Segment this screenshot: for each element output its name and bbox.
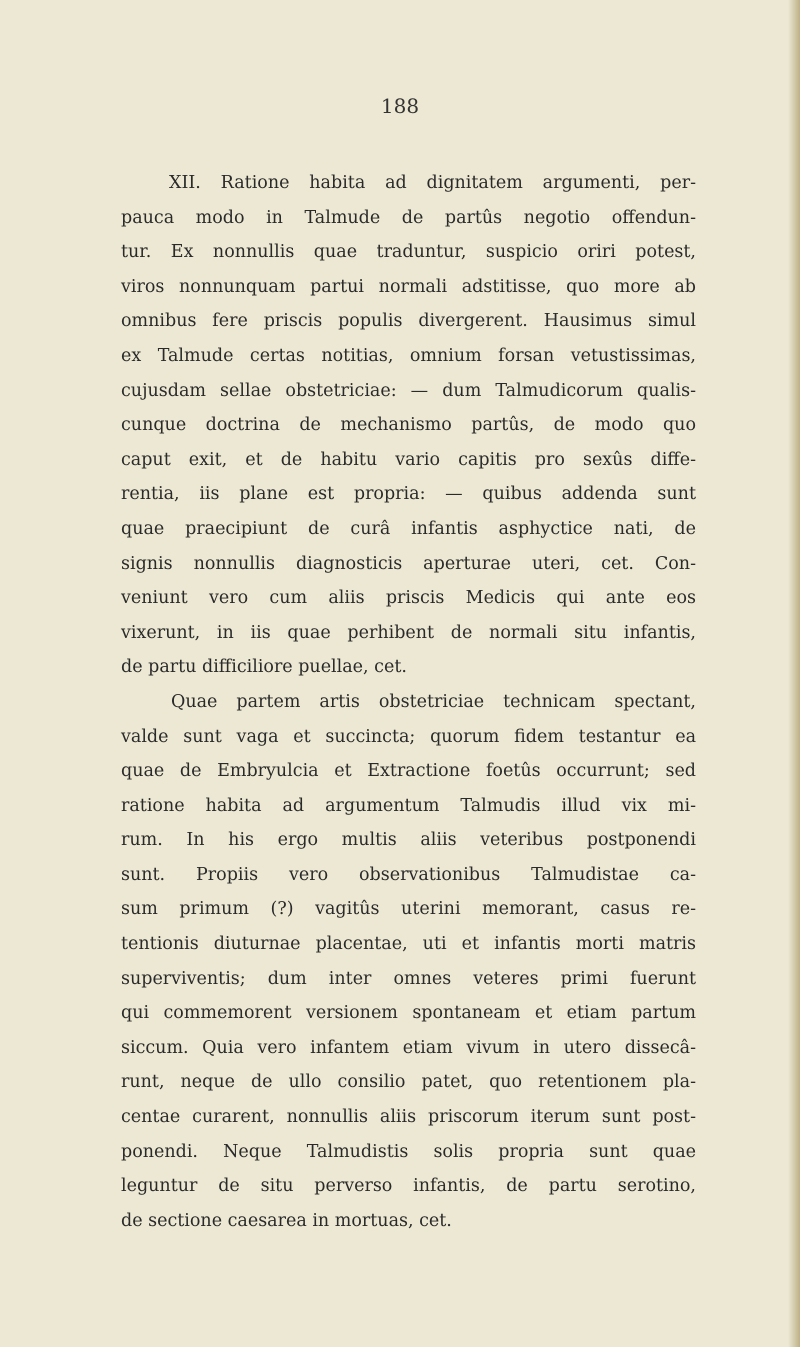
text-line: pauca modo in Talmude de partûs negotio offendun- — [121, 207, 696, 228]
text-line: tentionis diuturnae placentae, uti et infantis morti matris — [121, 934, 696, 955]
text-line: rum. In his ergo multis aliis veteribus postponendi — [121, 830, 696, 851]
body-text — [121, 166, 696, 1238]
text-line: rentia, iis plane est propria: — quibus addenda sunt — [121, 484, 696, 505]
text-line: cunque doctrina de mechanismo partûs, de modo quo — [121, 415, 696, 436]
text-line: tur. Ex nonnullis quae traduntur, suspicio oriri potest, — [121, 242, 696, 263]
page-number: 188 — [380, 94, 420, 118]
text-line: siccum. Quia vero infantem etiam vivum in utero dissecâ- — [121, 1037, 696, 1058]
text-line: qui commemorent versionem spontaneam et etiam partum — [121, 1003, 696, 1024]
text-line: signis nonnullis diagnosticis aperturae uteri, cet. Con- — [121, 553, 696, 574]
text-line: viros nonnunquam partui normali adstitisse, quo more ab — [121, 276, 696, 297]
text-line: quae de Embryulcia et Extractione foetûs occurrunt; sed — [121, 761, 696, 782]
text-line: leguntur de situ perverso infantis, de partu serotino, — [121, 1176, 696, 1197]
page-edge-shadow — [788, 0, 800, 1347]
text-line: vixerunt, in iis quae perhibent de normali situ infantis, — [121, 622, 696, 643]
text-line: ratione habita ad argumentum Talmudis illud vix mi- — [121, 795, 696, 816]
text-line: sum primum (?) vagitûs uterini memorant, casus re- — [121, 899, 696, 920]
text-line: centae curarent, nonnullis aliis priscorum iterum sunt post- — [121, 1107, 696, 1128]
text-line: quae praecipiunt de curâ infantis asphyctice nati, de — [121, 518, 696, 539]
text-line: ponendi. Neque Talmudistis solis propria sunt quae — [121, 1141, 696, 1162]
text-line: XII. Ratione habita ad dignitatem argumenti, per- — [169, 173, 696, 193]
text-line: superviventis; dum inter omnes veteres primi fuerunt — [121, 968, 696, 989]
text-line: valde sunt vaga et succincta; quorum fidem testantur ea — [121, 726, 696, 747]
text-line: cujusdam sellae obstetriciae: — dum Talmudicorum qualis- — [121, 380, 696, 401]
text-line: caput exit, et de habitu vario capitis pro sexûs diffe- — [121, 449, 696, 470]
text-line: de sectione caesarea in mortuas, cet. — [121, 1210, 452, 1231]
text-line: veniunt vero cum aliis priscis Medicis qui ante eos — [121, 588, 696, 609]
text-line: sunt. Propiis vero observationibus Talmudistae ca- — [121, 864, 696, 885]
text-line: de partu difficiliore puellae, cet. — [121, 657, 407, 678]
text-line: runt, neque de ullo consilio patet, quo retentionem pla- — [121, 1072, 696, 1093]
text-line: Quae partem artis obstetriciae technicam spectant, — [171, 691, 696, 712]
text-line: omnibus fere priscis populis divergerent. Hausimus simul — [121, 311, 696, 332]
text-line: ex Talmude certas notitias, omnium forsan vetustissimas, — [121, 345, 696, 366]
